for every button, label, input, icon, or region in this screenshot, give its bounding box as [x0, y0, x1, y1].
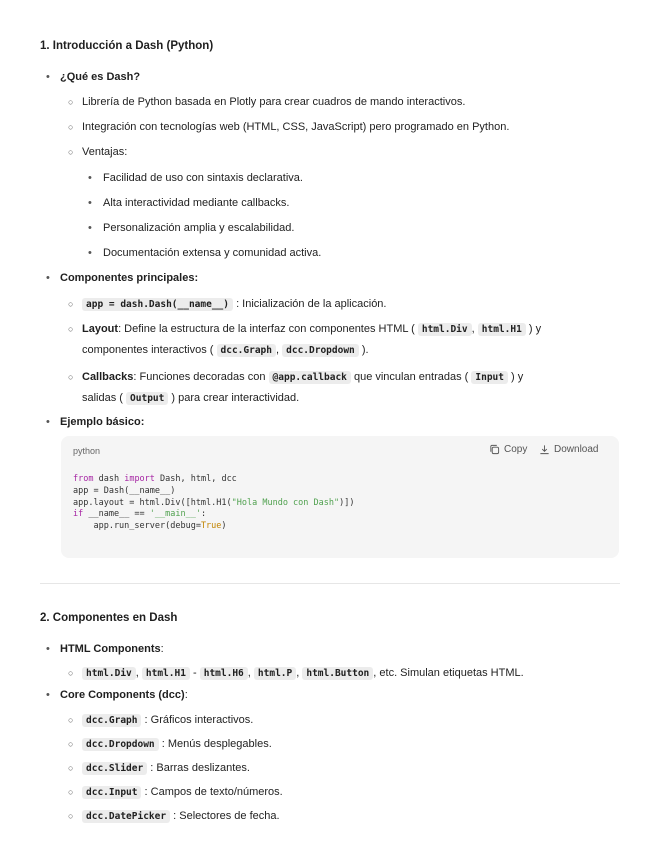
- inline-code: dcc.Dropdown: [282, 344, 359, 357]
- inline-code: @app.callback: [269, 371, 351, 384]
- item-text: ,: [471, 323, 475, 335]
- code-line: app = Dash(__name__): [73, 485, 176, 496]
- bullet-circle: ○: [68, 122, 74, 132]
- bullet-circle: ○: [68, 147, 74, 157]
- item-label: Callbacks: [82, 371, 134, 383]
- bullet-circle: ○: [68, 787, 74, 797]
- list-item: [82, 712, 253, 729]
- code-line: from dash import Dash, html, dcc: [73, 474, 237, 484]
- bullet-circle: ○: [68, 668, 74, 678]
- bullet-circle: ○: [68, 763, 74, 773]
- item-text: :: [184, 689, 188, 701]
- item-text: : Funciones decoradas con: [133, 371, 266, 383]
- code-line: if __name__ == '__main__':: [73, 509, 207, 520]
- item-text: : Menús desplegables.: [161, 738, 272, 750]
- item-text: ).: [361, 344, 369, 356]
- list-item: [82, 808, 280, 825]
- bullet-circle: ○: [68, 324, 74, 334]
- item-text: , etc. Simulan etiquetas HTML.: [373, 667, 524, 679]
- list-item: [82, 784, 283, 801]
- list-item: [82, 321, 541, 338]
- section1-title: 1. Introducción a Dash (Python): [40, 40, 214, 52]
- bullet-dot: •: [46, 689, 50, 701]
- download-label: Download: [554, 444, 599, 455]
- section-divider: [40, 583, 620, 584]
- inline-code: dcc.Input: [82, 786, 141, 799]
- item-label: Core Components (dcc): [60, 689, 185, 701]
- inline-code: html.Button: [302, 667, 373, 680]
- code-line: app.layout = html.Div([html.H1("Hola Mundo con Dash")]): [73, 497, 355, 508]
- section2-title: 2. Componentes en Dash: [40, 612, 178, 624]
- list-item: Personalización amplia y escalabilidad.: [103, 222, 295, 234]
- inline-code: html.P: [254, 667, 296, 680]
- bullet-dot: •: [46, 272, 50, 284]
- item-text: salidas (: [82, 392, 123, 404]
- list-item: [82, 760, 250, 777]
- inline-code: html.Div: [418, 323, 472, 336]
- inline-code: dcc.Slider: [82, 762, 147, 775]
- inline-code: app = dash.Dash(__name__): [82, 298, 233, 311]
- item-text: ) y: [511, 371, 524, 383]
- list-item: Facilidad de uso con sintaxis declarativa.: [103, 172, 303, 184]
- item-text: ,: [296, 667, 300, 679]
- code-content: [73, 474, 354, 533]
- list-item: [82, 296, 386, 313]
- core-components-title: [60, 687, 188, 703]
- download-button[interactable]: [539, 444, 598, 455]
- bullet-circle: ○: [68, 739, 74, 749]
- download-icon: [539, 444, 550, 455]
- item-text: ) y: [528, 323, 542, 335]
- inline-code: Input: [471, 371, 508, 384]
- bullet-dot: •: [46, 416, 50, 428]
- bullet-circle: ○: [68, 299, 74, 309]
- item-text: que vinculan entradas (: [353, 371, 469, 383]
- what-title: ¿Qué es Dash?: [60, 71, 141, 83]
- inline-code: dcc.Graph: [82, 714, 141, 727]
- bullet-dot: •: [46, 71, 50, 83]
- copy-button[interactable]: [489, 444, 527, 455]
- bullet-circle: ○: [68, 97, 74, 107]
- inline-code: html.Div: [82, 667, 136, 680]
- item-text: : Campos de texto/números.: [144, 786, 283, 798]
- list-item: Alta interactividad mediante callbacks.: [103, 197, 290, 209]
- item-text: :: [160, 643, 164, 655]
- list-item: [82, 369, 523, 386]
- item-label: Layout: [82, 323, 119, 335]
- html-components-title: [60, 641, 164, 657]
- list-item: Ventajas:: [82, 146, 128, 158]
- item-label: HTML Components: [60, 643, 161, 655]
- list-item: Documentación extensa y comunidad activa.: [103, 247, 322, 259]
- item-text: ,: [247, 667, 251, 679]
- item-text: componentes interactivos (: [82, 344, 214, 356]
- inline-code: html.H1: [478, 323, 526, 336]
- components-title: Componentes principales:: [60, 272, 199, 284]
- bullet-dot: •: [88, 172, 92, 184]
- inline-code: html.H1: [142, 667, 190, 680]
- copy-icon: [489, 444, 500, 455]
- code-line: app.run_server(debug=True): [73, 521, 227, 532]
- code-block: [61, 436, 619, 558]
- inline-code: dcc.DatePicker: [82, 810, 170, 823]
- item-text: ,: [276, 344, 280, 356]
- list-item: [82, 736, 272, 753]
- inline-code: Output: [126, 392, 168, 405]
- bullet-circle: ○: [68, 715, 74, 725]
- item-text: : Gráficos interactivos.: [144, 714, 254, 726]
- bullet-circle: ○: [68, 372, 74, 382]
- bullet-dot: •: [46, 643, 50, 655]
- list-item-continuation: [82, 390, 299, 407]
- bullet-dot: •: [88, 197, 92, 209]
- copy-label: Copy: [504, 444, 528, 455]
- list-item: Integración con tecnologías web (HTML, CSS, JavaScript) pero programado en Python.: [82, 121, 510, 133]
- bullet-dot: •: [88, 222, 92, 234]
- list-item: Librería de Python basada en Plotly para crear cuadros de mando interactivos.: [82, 96, 466, 108]
- item-text: : Selectores de fecha.: [173, 810, 280, 822]
- bullet-dot: •: [88, 247, 92, 259]
- list-item: [82, 665, 524, 682]
- example-title: Ejemplo básico:: [60, 416, 145, 428]
- item-text: : Barras deslizantes.: [150, 762, 250, 774]
- item-text: ,: [135, 667, 139, 679]
- item-text: : Inicialización de la aplicación.: [236, 298, 387, 310]
- inline-code: html.H6: [200, 667, 248, 680]
- item-text: : Define la estructura de la interfaz con componentes HTML (: [118, 323, 415, 335]
- list-item-continuation: [82, 342, 369, 359]
- code-language-label: python: [73, 446, 101, 456]
- item-text: ) para crear interactividad.: [171, 392, 300, 404]
- item-text: -: [193, 667, 197, 679]
- bullet-circle: ○: [68, 811, 74, 821]
- inline-code: dcc.Graph: [217, 344, 276, 357]
- inline-code: dcc.Dropdown: [82, 738, 159, 751]
